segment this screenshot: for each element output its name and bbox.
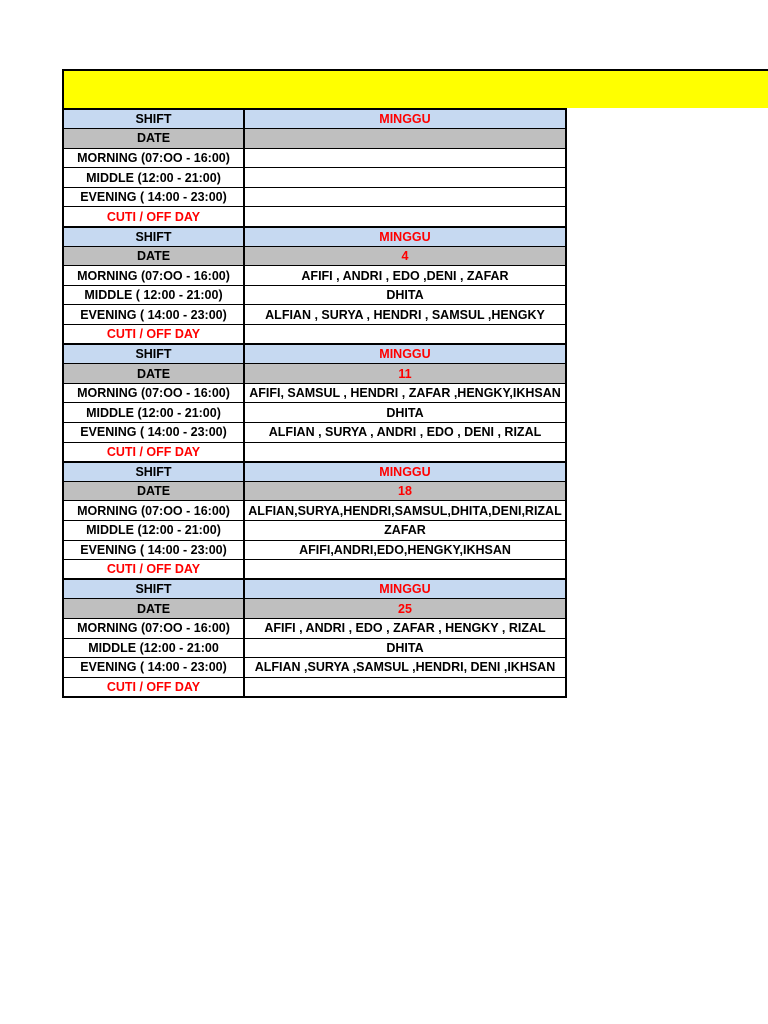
off-day-value	[244, 560, 566, 580]
date-label: DATE	[63, 364, 244, 384]
shift-header-value: MINGGU	[244, 344, 566, 364]
shift-header-row	[63, 462, 566, 482]
morning-value: ALFIAN,SURYA,HENDRI,SAMSUL,DHITA,DENI,RIZAL	[244, 501, 566, 521]
shift-header-value: MINGGU	[244, 579, 566, 599]
middle-row	[63, 285, 566, 305]
evening-row	[63, 540, 566, 560]
middle-value: DHITA	[244, 285, 566, 305]
evening-value: ALFIAN , SURYA , HENDRI , SAMSUL ,HENGKY	[244, 305, 566, 325]
evening-label: EVENING ( 14:00 - 23:00)	[63, 423, 244, 443]
off-day-label: CUTI / OFF DAY	[63, 442, 244, 462]
off-day-row	[63, 560, 566, 580]
morning-row	[63, 148, 566, 168]
morning-row	[63, 618, 566, 638]
evening-value: AFIFI,ANDRI,EDO,HENGKY,IKHSAN	[244, 540, 566, 560]
off-day-label: CUTI / OFF DAY	[63, 207, 244, 227]
evening-value: ALFIAN ,SURYA ,SAMSUL ,HENDRI, DENI ,IKHSAN	[244, 658, 566, 678]
middle-value: DHITA	[244, 638, 566, 658]
shift-header-label: SHIFT	[63, 344, 244, 364]
evening-row	[63, 658, 566, 678]
off-day-label: CUTI / OFF DAY	[63, 677, 244, 697]
off-day-row	[63, 325, 566, 345]
morning-row	[63, 501, 566, 521]
middle-row	[63, 520, 566, 540]
middle-label: MIDDLE (12:00 - 21:00)	[63, 168, 244, 188]
morning-value: AFIFI , ANDRI , EDO , ZAFAR , HENGKY , RIZAL	[244, 618, 566, 638]
morning-value: AFIFI , ANDRI , EDO ,DENI , ZAFAR	[244, 266, 566, 286]
shift-header-value: MINGGU	[244, 462, 566, 482]
middle-row	[63, 403, 566, 423]
shift-header-value: MINGGU	[244, 109, 566, 129]
middle-label: MIDDLE ( 12:00 - 21:00)	[63, 285, 244, 305]
date-value	[244, 129, 566, 149]
shift-header-value: MINGGU	[244, 227, 566, 247]
date-label: DATE	[63, 129, 244, 149]
date-value: 18	[244, 481, 566, 501]
off-day-label: CUTI / OFF DAY	[63, 560, 244, 580]
off-day-label: CUTI / OFF DAY	[63, 325, 244, 345]
morning-value: AFIFI, SAMSUL , HENDRI , ZAFAR ,HENGKY,IKHSAN	[244, 383, 566, 403]
evening-label: EVENING ( 14:00 - 23:00)	[63, 187, 244, 207]
evening-value: ALFIAN , SURYA , ANDRI , EDO , DENI , RIZAL	[244, 423, 566, 443]
morning-label: MORNING (07:OO - 16:00)	[63, 383, 244, 403]
off-day-value	[244, 442, 566, 462]
shift-header-row	[63, 109, 566, 129]
off-day-value	[244, 207, 566, 227]
date-value: 11	[244, 364, 566, 384]
date-label: DATE	[63, 481, 244, 501]
evening-row	[63, 187, 566, 207]
morning-row	[63, 383, 566, 403]
evening-row	[63, 423, 566, 443]
off-day-row	[63, 677, 566, 697]
morning-label: MORNING (07:OO - 16:00)	[63, 618, 244, 638]
shift-schedule-table	[62, 108, 567, 698]
shift-header-row	[63, 579, 566, 599]
middle-label: MIDDLE (12:00 - 21:00)	[63, 520, 244, 540]
date-row	[63, 364, 566, 384]
shift-header-label: SHIFT	[63, 462, 244, 482]
middle-label: MIDDLE (12:00 - 21:00)	[63, 403, 244, 423]
evening-label: EVENING ( 14:00 - 23:00)	[63, 658, 244, 678]
date-value: 4	[244, 246, 566, 266]
date-row	[63, 599, 566, 619]
morning-row	[63, 266, 566, 286]
yellow-header-banner	[62, 69, 768, 108]
morning-value	[244, 148, 566, 168]
middle-value	[244, 168, 566, 188]
shift-header-label: SHIFT	[63, 579, 244, 599]
date-row	[63, 481, 566, 501]
evening-row	[63, 305, 566, 325]
date-row	[63, 246, 566, 266]
evening-label: EVENING ( 14:00 - 23:00)	[63, 305, 244, 325]
date-label: DATE	[63, 599, 244, 619]
middle-value: ZAFAR	[244, 520, 566, 540]
date-value: 25	[244, 599, 566, 619]
off-day-row	[63, 207, 566, 227]
shift-header-row	[63, 227, 566, 247]
date-label: DATE	[63, 246, 244, 266]
middle-label: MIDDLE (12:00 - 21:00	[63, 638, 244, 658]
evening-value	[244, 187, 566, 207]
morning-label: MORNING (07:OO - 16:00)	[63, 266, 244, 286]
date-row	[63, 129, 566, 149]
off-day-row	[63, 442, 566, 462]
off-day-value	[244, 325, 566, 345]
off-day-value	[244, 677, 566, 697]
shift-header-label: SHIFT	[63, 109, 244, 129]
middle-row	[63, 638, 566, 658]
evening-label: EVENING ( 14:00 - 23:00)	[63, 540, 244, 560]
shift-header-label: SHIFT	[63, 227, 244, 247]
shift-header-row	[63, 344, 566, 364]
morning-label: MORNING (07:OO - 16:00)	[63, 148, 244, 168]
middle-row	[63, 168, 566, 188]
morning-label: MORNING (07:OO - 16:00)	[63, 501, 244, 521]
middle-value: DHITA	[244, 403, 566, 423]
